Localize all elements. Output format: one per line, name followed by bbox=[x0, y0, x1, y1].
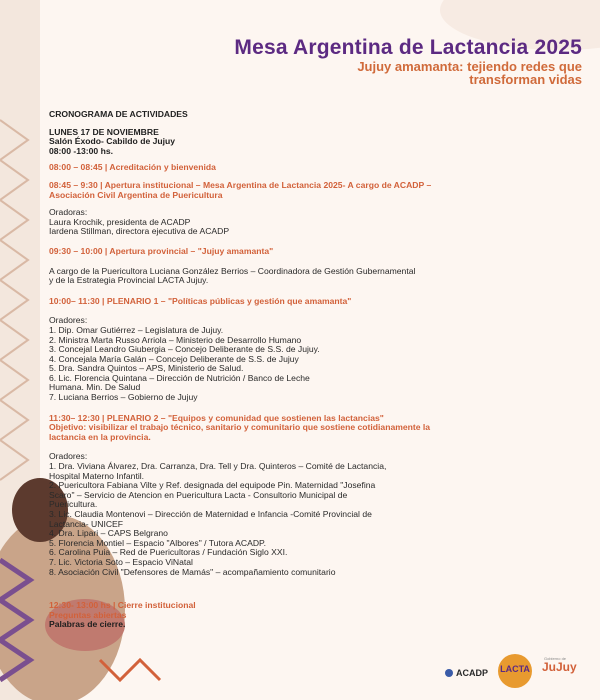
block3-title: 09:30 – 10:00 | Apertura provincial – "Jujuy amamanta" bbox=[49, 245, 274, 256]
block4-speaker: 1. Dip. Omar Gutiérrez – Legislatura de Jujuy. bbox=[49, 324, 224, 335]
schedule-date: LUNES 17 DE NOVIEMBRE bbox=[49, 126, 159, 137]
block4-speaker: 6. Lic. Florencia Quintana – Dirección de Nutrición / Banco de Leche bbox=[49, 372, 310, 383]
block5-objective-line2: lactancia en la provincia. bbox=[49, 431, 151, 442]
block5-speaker: Scaro" – Servicio de Atencion en Puericultura Lacta - Consultorio Municipal de bbox=[49, 489, 348, 500]
block4-speaker: 2. Ministra Marta Russo Arriola – Ministerio de Desarrollo Humano bbox=[49, 334, 302, 345]
block6-line3: Palabras de cierre. bbox=[49, 619, 126, 630]
block2-title-line2: Asociación Civil Argentina de Puericultura bbox=[49, 189, 223, 200]
block5-speaker: 5. Florencia Montiel – Espacio "Albores" / Tutora ACADP. bbox=[49, 537, 267, 548]
block5-speaker: 4. Dra. Lipari – CAPS Belgrano bbox=[49, 528, 168, 539]
block2-label: Oradoras: bbox=[49, 207, 88, 218]
block5-speaker: Hospital Materno Infantil. bbox=[49, 470, 145, 481]
acadp-logo bbox=[445, 668, 488, 678]
block5-objective-line1: Objetivo: visibilizar el trabajo técnico, sanitario y comunitario que sostiene cotidianamente la bbox=[49, 422, 431, 433]
block4-speaker: 5. Dra. Sandra Quintos – APS, Ministerio de Salud. bbox=[49, 363, 244, 374]
block5-speaker: 7. Lic. Victoria Soto – Espacio ViNatal bbox=[49, 556, 193, 567]
block4-speaker: 3. Concejal Leandro Giubergia – Concejo Deliberante de S.S. de Jujuy. bbox=[49, 344, 320, 355]
block6-title: 12:30- 13:00 hs | Cierre institucional bbox=[49, 600, 196, 611]
block5-speaker: Puericultura. bbox=[49, 499, 98, 510]
schedule-content bbox=[49, 110, 561, 630]
block5-speaker: 2. Puericultora Fabiana Vilte y Ref. designada del equipode Pin. Maternidad "Josefina bbox=[49, 480, 376, 491]
page-title: Mesa Argentina de Lactancia 2025 bbox=[234, 36, 582, 59]
block1-title: 08:00 – 08:45 | Acreditación y bienvenida bbox=[49, 162, 216, 173]
block5-speaker: 3. Lic. Claudia Montenovi – Dirección de Maternidad e Infancia -Comité Provincial de bbox=[49, 509, 372, 519]
block3-desc-line1: A cargo de la Puericultora Luciana González Berrios – Coordinadora de Gestión Gubernamental bbox=[49, 265, 416, 276]
jujuy-logo: JuJuy bbox=[542, 660, 577, 674]
schedule-heading: CRONOGRAMA DE ACTIVIDADES bbox=[49, 109, 188, 119]
block2-title-line1: 08:45 – 9:30 | Apertura institucional – Mesa Argentina de Lactancia 2025- A cargo de ACADP – bbox=[49, 179, 432, 190]
schedule-hours: 08:00 -13:00 hs. bbox=[49, 145, 114, 156]
block4-speaker: Humana. Min. De Salud bbox=[49, 382, 141, 393]
block5-speaker: 1. Dra. Viviana Álvarez, Dra. Carranza, Dra. Tell y Dra. Quinteros – Comité de Lactancia, bbox=[49, 461, 387, 472]
block4-speaker: 7. Luciana Berrios – Gobierno de Jujuy bbox=[49, 392, 198, 403]
block5-label: Oradores: bbox=[49, 451, 88, 462]
title-block bbox=[120, 36, 582, 86]
jujuy-logo-sub: Gobierno de bbox=[544, 656, 567, 661]
block3-desc-line2: y de la Estrategia Provincial LACTA Jujuy. bbox=[49, 275, 209, 286]
subtitle-line-1: Jujuy amamanta: tejiendo redes que bbox=[357, 59, 582, 74]
block2-speaker: Laura Krochik, presidenta de ACADP bbox=[49, 216, 191, 227]
acadp-icon bbox=[445, 669, 453, 677]
block2-speaker: Iardena Stillman, directora ejecutiva de ACADP bbox=[49, 226, 230, 237]
acadp-label: ACADP bbox=[456, 668, 489, 678]
block4-label: Oradores: bbox=[49, 315, 88, 326]
footer-logos bbox=[440, 652, 590, 692]
block5-speaker: 8. Asociación Civil "Defensores de Mamás" – acompañamiento comunitario bbox=[49, 566, 336, 577]
block4-speaker: 4. Concejala María Galán – Concejo Deliberante de S.S. de Jujuy bbox=[49, 353, 299, 364]
block5-title: 11:30– 12:30 | PLENARIO 2 – "Equipos y comunidad que sostienen las lactancias" bbox=[49, 412, 384, 423]
block5-speaker: 6. Carolina Puia – Red de Puericultoras / Fundación Siglo XXI. bbox=[49, 547, 288, 558]
subtitle-line-2: transforman vidas bbox=[469, 72, 582, 87]
lacta-label: LACTA bbox=[500, 664, 530, 674]
block6-line2: Preguntas abiertas bbox=[49, 609, 127, 620]
block4-title: 10:00– 11:30 | PLENARIO 1 – "Políticas públicas y gestión que amamanta" bbox=[49, 295, 352, 306]
lacta-logo bbox=[498, 654, 532, 688]
schedule-venue: Salón Éxodo- Cabildo de Jujuy bbox=[49, 136, 176, 147]
block5-speaker: Lactancia- UNICEF bbox=[49, 518, 124, 529]
